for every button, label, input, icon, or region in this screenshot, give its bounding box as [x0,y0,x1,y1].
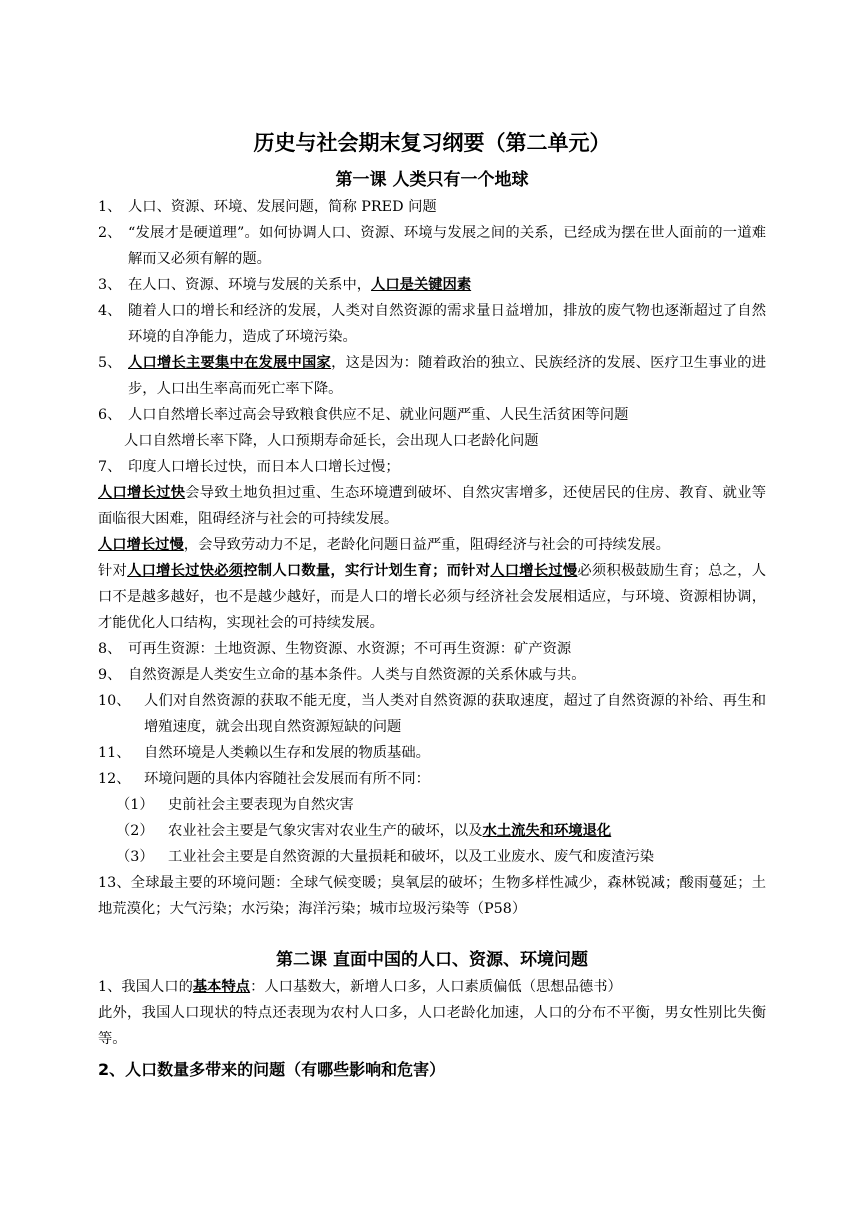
paragraph: 针对人口增长过快必须控制人口数量，实行计划生育；而针对人口增长过慢必须积极鼓励生育；总之，人口不是越多越好，也不是越少越好，而是人口的增长必须与经济社会发展相适应，与环境、资源相协调，才能优化人口结构，实现社会的可持续发展。 [98,563,767,631]
list-item: 9、 自然资源是人类安生立命的基本条件。人类与自然资源的关系休戚与共。 [98,667,586,683]
paragraph: 1、我国人口的基本特点：人口基数大，新增人口多，人口素质偏低（思想品德书） [98,979,622,995]
list-item: 7、 印度人口增长过快，而日本人口增长过慢； [98,459,400,475]
list-item: 5、 人口增长主要集中在发展中国家，这是因为：随着政治的独立、民族经济的发展、医疗卫生事业的进步，人口出生率高而死亡率下降。 [98,355,767,397]
list-item: 3、 在人口、资源、环境与发展的关系中，人口是关键因素 [98,277,472,293]
list-item-continuation: 人口自然增长率下降，人口预期寿命延长，会出现人口老龄化问题 [124,433,539,449]
list-item: 11、 自然环境是人类赖以生存和发展的物质基础。 [98,745,430,761]
key-phrase: 人口是关键因素 [371,277,472,293]
document-page [98,128,766,1084]
paragraph: 13、全球最主要的环境问题：全球气候变暖；臭氧层的破坏；生物多样性减少，森林锐减；酸雨蔓延；土地荒漠化；大气污染；水污染；海洋污染；城市垃圾污染等（P58） [98,875,766,917]
sub-list-item: （1） 史前社会主要表现为自然灾害 [116,797,354,813]
list-item: 6、 人口自然增长率过高会导致粮食供应不足、就业问题严重、人民生活贫困等问题 [98,407,629,423]
key-phrase: 人口增长主要集中在发展中国家 [128,355,332,371]
list-item: 8、 可再生资源：土地资源、生物资源、水资源；不可再生资源：矿产资源 [98,641,572,657]
list-item: 4、 随着人口的增长和经济的发展，人类对自然资源的需求量日益增加，排放的废气物也逐渐超过了自然环境的自净能力，造成了环境污染。 [98,303,766,345]
paragraph: 人口增长过快会导致土地负担过重、生态环境遭到破坏、自然灾害增多，还使居民的住房、教育、就业等面临很大困难，阻碍经济与社会的可持续发展。 [98,485,767,527]
lesson-2-heading: 第二课 直面中国的人口、资源、环境问题 [276,950,588,970]
paragraph: 此外，我国人口现状的特点还表现为农村人口多，人口老龄化加速，人口的分布不平衡，男女性别比失衡等。 [98,1005,766,1047]
sub-list-item: （2） 农业社会主要是气象灾害对农业生产的破坏，以及水土流失和环境退化 [116,823,612,839]
list-item: 10、 人们对自然资源的获取不能无度，当人类对自然资源的获取速度，超过了自然资源的补给、再生和增殖速度，就会出现自然资源短缺的问题 [98,693,766,735]
list-item: 1、 人口、资源、环境、发展问题，简称 PRED 问题 [98,199,437,215]
document-title: 历史与社会期末复习纲要（第二单元） [253,131,611,155]
lesson-1-heading: 第一课 人类只有一个地球 [335,170,529,190]
list-item: 12、 环境问题的具体内容随社会发展而有所不同： [98,771,430,787]
section-question: 2、人口数量多带来的问题（有哪些影响和危害） [98,1060,446,1079]
sub-list-item: （3） 工业社会主要是自然资源的大量损耗和破坏，以及工业废水、废气和废渣污染 [116,849,655,865]
list-item: 2、 “发展才是硬道理”。如何协调人口、资源、环境与发展之间的关系，已经成为摆在世人面前的一道难解而又必须有解的题。 [98,225,766,267]
paragraph: 人口增长过慢，会导致劳动力不足，老龄化问题日益严重，阻碍经济与社会的可持续发展。 [98,537,670,553]
